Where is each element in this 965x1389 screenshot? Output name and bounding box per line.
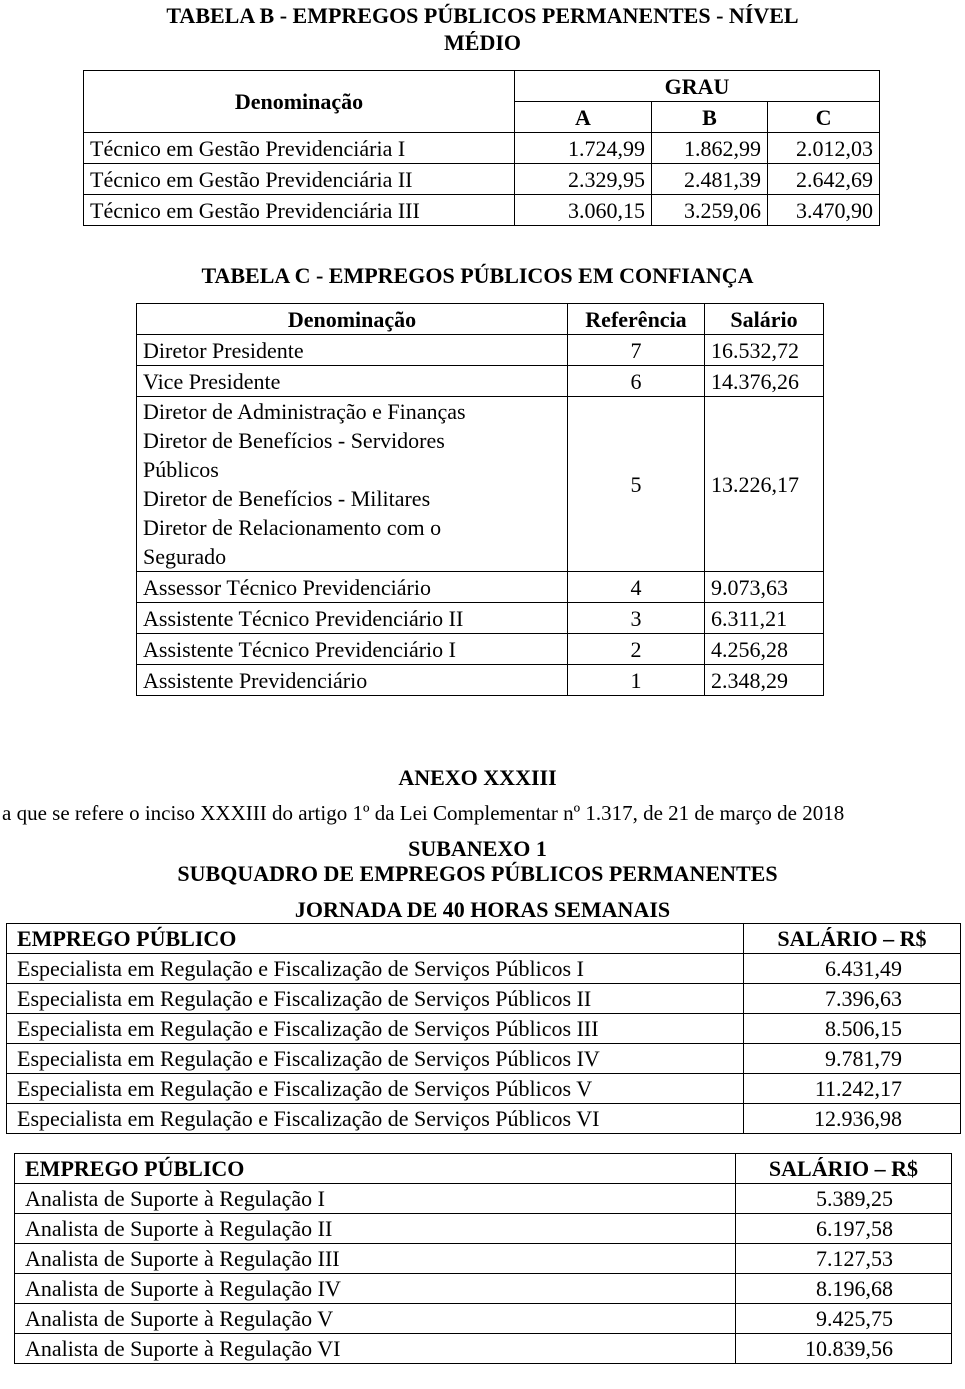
header-grau: GRAU [515, 71, 880, 102]
row-name: Analista de Suporte à Regulação III [15, 1244, 736, 1274]
row-name: Assistente Previdenciário [137, 665, 568, 696]
row-referencia: 3 [568, 603, 705, 634]
row-name: Analista de Suporte à Regulação I [15, 1184, 736, 1214]
table-row [7, 984, 961, 1014]
tabela-analista [14, 1153, 952, 1364]
row-salario: 9.781,79 [744, 1044, 961, 1074]
tabela-b [83, 70, 880, 226]
table-row [84, 164, 880, 195]
row-name-line: Diretor de Administração e Finanças [143, 399, 466, 424]
row-name-line: Diretor de Benefícios - Servidores [143, 428, 445, 453]
row-salario: 2.348,29 [705, 665, 824, 696]
tabela-c [136, 303, 824, 696]
row-salario: 6.197,58 [736, 1214, 952, 1244]
row-name: Técnico em Gestão Previdenciária II [84, 164, 515, 195]
table-row [15, 1214, 952, 1244]
header-emprego-publico: EMPREGO PÚBLICO [15, 1154, 736, 1184]
header-grau-a: A [515, 102, 652, 133]
row-value-a: 3.060,15 [515, 195, 652, 226]
row-referencia: 7 [568, 335, 705, 366]
table-row [7, 1074, 961, 1104]
row-name: Especialista em Regulação e Fiscalização de Serviços Públicos VI [7, 1104, 744, 1134]
header-referencia: Referência [568, 304, 705, 335]
row-salario: 10.839,56 [736, 1334, 952, 1364]
row-salario: 8.506,15 [744, 1014, 961, 1044]
row-salario: 6.431,49 [744, 954, 961, 984]
row-value-c: 2.012,03 [768, 133, 880, 164]
anexo-title: ANEXO XXXIII [398, 765, 557, 790]
row-name: Vice Presidente [137, 366, 568, 397]
row-name-line: Diretor de Benefícios - Militares [143, 486, 431, 511]
subquadro-title: SUBQUADRO DE EMPREGOS PÚBLICOS PERMANENTES [177, 861, 778, 886]
tabela-b-title-line2: MÉDIO [444, 30, 521, 55]
table-row [7, 954, 961, 984]
table-row [137, 572, 824, 603]
row-value-b: 2.481,39 [652, 164, 768, 195]
row-value-c: 2.642,69 [768, 164, 880, 195]
tabela-b-title-line1: TABELA B - EMPREGOS PÚBLICOS PERMANENTES - NÍVEL [166, 3, 799, 28]
table-row [15, 1304, 952, 1334]
row-name: Analista de Suporte à Regulação V [15, 1304, 736, 1334]
row-referencia: 1 [568, 665, 705, 696]
row-name: Assessor Técnico Previdenciário [137, 572, 568, 603]
row-salario: 13.226,17 [705, 397, 824, 572]
table-row [137, 665, 824, 696]
header-denominacao: Denominação [84, 71, 515, 133]
anexo-subtitle: a que se refere o inciso XXXIII do artigo 1º da Lei Complementar nº 1.317, de 21 de março de 2018 [2, 801, 845, 825]
header-salario: Salário [705, 304, 824, 335]
row-name-multiline [137, 397, 568, 572]
table-row [15, 1334, 952, 1364]
row-value-b: 3.259,06 [652, 195, 768, 226]
table-row [15, 1274, 952, 1304]
row-value-a: 1.724,99 [515, 133, 652, 164]
row-name: Assistente Técnico Previdenciário I [137, 634, 568, 665]
table-row [15, 1184, 952, 1214]
table-row [7, 1044, 961, 1074]
tabela-especialista [6, 923, 961, 1134]
row-name-line: Segurado [143, 544, 227, 569]
row-salario: 14.376,26 [705, 366, 824, 397]
table-row [137, 335, 824, 366]
row-name: Analista de Suporte à Regulação VI [15, 1334, 736, 1364]
row-referencia: 4 [568, 572, 705, 603]
table-row [137, 397, 824, 572]
row-referencia: 5 [568, 397, 705, 572]
row-salario: 8.196,68 [736, 1274, 952, 1304]
header-salario: SALÁRIO – R$ [736, 1154, 952, 1184]
row-salario: 9.425,75 [736, 1304, 952, 1334]
header-salario: SALÁRIO – R$ [744, 924, 961, 954]
row-name: Especialista em Regulação e Fiscalização de Serviços Públicos I [7, 954, 744, 984]
row-value-c: 3.470,90 [768, 195, 880, 226]
row-value-a: 2.329,95 [515, 164, 652, 195]
header-grau-b: B [652, 102, 768, 133]
row-referencia: 2 [568, 634, 705, 665]
row-salario: 9.073,63 [705, 572, 824, 603]
jornada-title: JORNADA DE 40 HORAS SEMANAIS [294, 897, 671, 922]
row-name: Especialista em Regulação e Fiscalização de Serviços Públicos V [7, 1074, 744, 1104]
row-referencia: 6 [568, 366, 705, 397]
row-salario: 7.396,63 [744, 984, 961, 1014]
row-name-line: Diretor de Relacionamento com o [143, 515, 442, 540]
subanexo-title: SUBANEXO 1 [408, 836, 547, 861]
row-salario: 5.389,25 [736, 1184, 952, 1214]
row-value-b: 1.862,99 [652, 133, 768, 164]
row-salario: 7.127,53 [736, 1244, 952, 1274]
row-name: Assistente Técnico Previdenciário II [137, 603, 568, 634]
row-name: Especialista em Regulação e Fiscalização de Serviços Públicos II [7, 984, 744, 1014]
table-row [15, 1244, 952, 1274]
row-salario: 6.311,21 [705, 603, 824, 634]
table-row [7, 1014, 961, 1044]
row-name: Analista de Suporte à Regulação II [15, 1214, 736, 1244]
row-name: Diretor Presidente [137, 335, 568, 366]
row-name: Técnico em Gestão Previdenciária III [84, 195, 515, 226]
table-row [84, 133, 880, 164]
tabela-b-title [0, 2, 965, 56]
row-name: Técnico em Gestão Previdenciária I [84, 133, 515, 164]
row-salario: 16.532,72 [705, 335, 824, 366]
row-salario: 4.256,28 [705, 634, 824, 665]
row-name: Especialista em Regulação e Fiscalização de Serviços Públicos III [7, 1014, 744, 1044]
table-row [137, 603, 824, 634]
row-salario: 12.936,98 [744, 1104, 961, 1134]
header-grau-c: C [768, 102, 880, 133]
row-name: Analista de Suporte à Regulação IV [15, 1274, 736, 1304]
row-name-line: Públicos [143, 457, 219, 482]
header-emprego-publico: EMPREGO PÚBLICO [7, 924, 744, 954]
tabela-c-title: TABELA C - EMPREGOS PÚBLICOS EM CONFIANÇA [201, 263, 754, 288]
table-row [137, 634, 824, 665]
row-salario: 11.242,17 [744, 1074, 961, 1104]
row-name: Especialista em Regulação e Fiscalização de Serviços Públicos IV [7, 1044, 744, 1074]
table-row [84, 195, 880, 226]
table-row [7, 1104, 961, 1134]
table-row [137, 366, 824, 397]
header-denominacao: Denominação [137, 304, 568, 335]
